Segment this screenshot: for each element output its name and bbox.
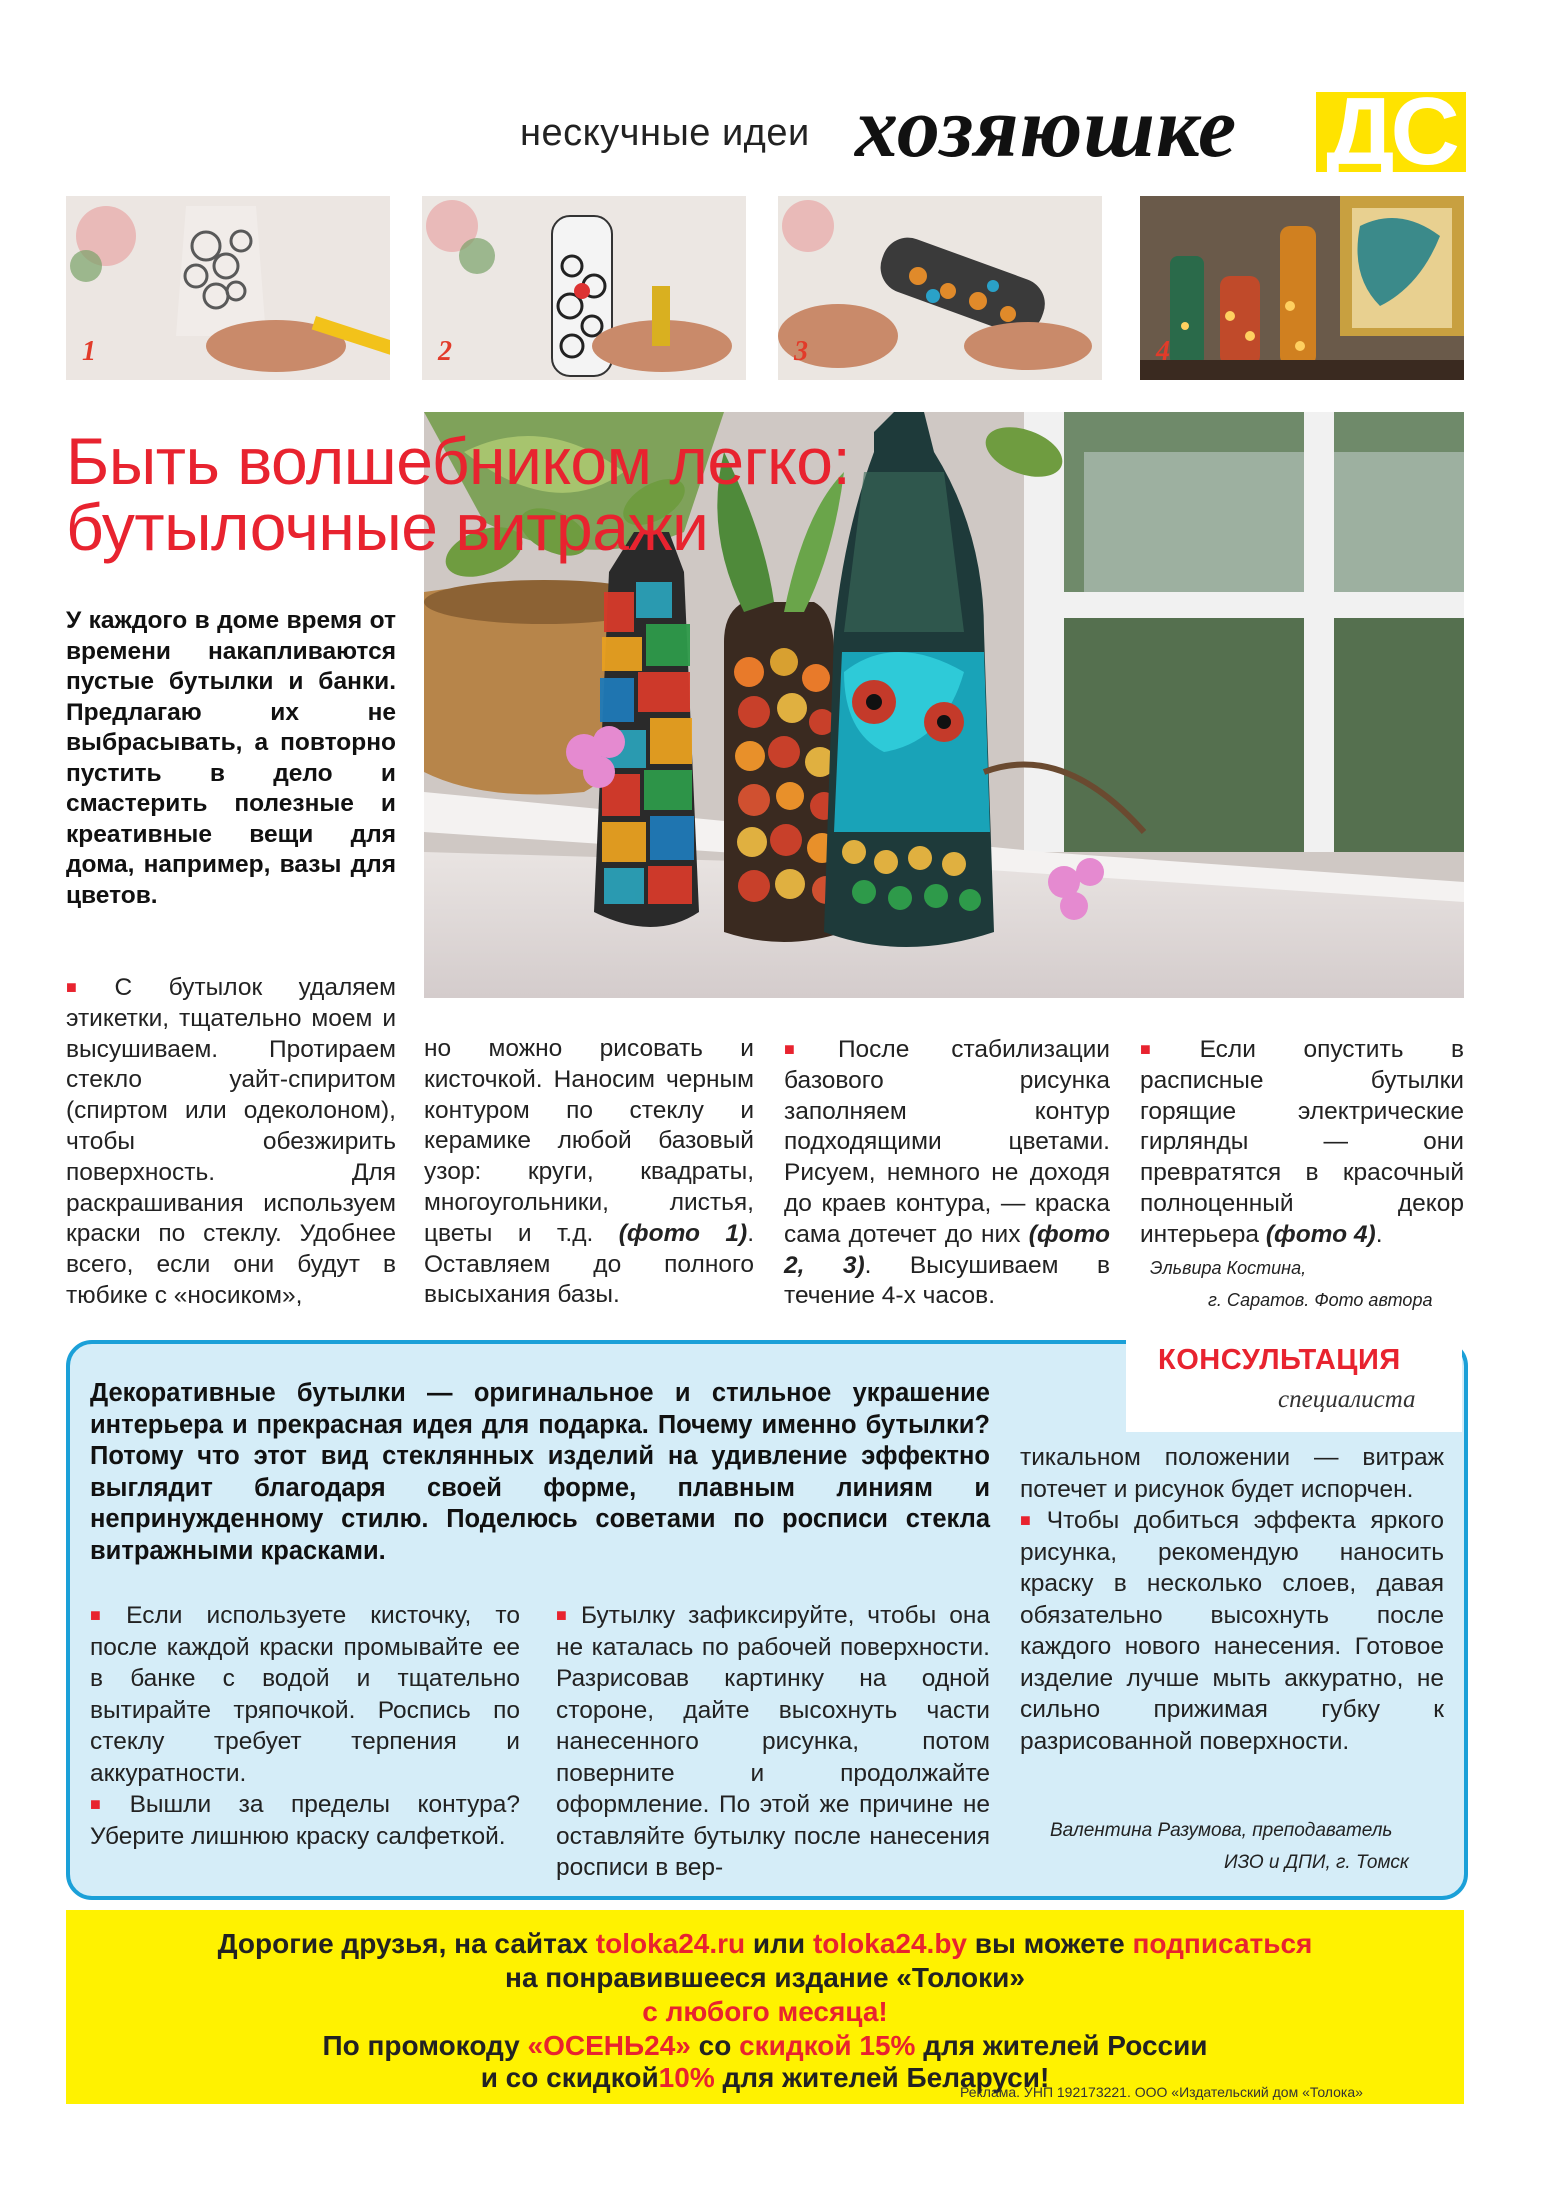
step-photo-1 <box>66 196 390 380</box>
article-author: Эльвира Костина, <box>1150 1258 1307 1278</box>
ad-text: для жителей Беларуси! <box>714 2062 1050 2093</box>
brand-logo-text: ДС <box>1316 92 1466 172</box>
step-photo-4-image <box>1140 196 1464 380</box>
article-column-3 <box>784 1034 1110 1312</box>
subscription-ad <box>66 1910 1464 2104</box>
step-number: 1 <box>82 336 96 367</box>
ad-line-2: на понравившееся издание «Толоки» <box>505 1962 1025 1993</box>
photo-ref: (фото 2, 3) <box>784 1220 1111 1279</box>
consult-lead: Декоративные бутылки — оригинальное и стильное украшение интерьера и прекрасная идея для подарка. Почему именно бутылки? Потому что этот вид стеклянных изделий на удивление эффектно выглядит благодаря своей форме, плавным линиям и непринужденному стилю. Поделюсь советами по росписи стекла витражными красками. <box>90 1379 990 1565</box>
article-column-2-text: но можно рисовать и кисточкой. Наносим черным контуром по стеклу и керамике любой базовый узор: круги, квадраты, многоугольники, листья, цветы и т.д. <box>424 1035 754 1247</box>
ad-text: для жителей России <box>915 2030 1208 2061</box>
consult-column-1-p1: Если используете кисточку, то после каждой краски промывайте ее в банке с водой и тщательно вытирайте тряпочкой. Роспись по стеклу требует терпения и аккуратности. <box>90 1602 520 1787</box>
ad-highlight: скидкой 15% <box>739 2030 916 2061</box>
bullet-icon: ■ <box>1020 1510 1039 1530</box>
ad-line-1 <box>66 1928 1464 1960</box>
bullet-icon: ■ <box>784 1039 830 1059</box>
ad-text: вы можете <box>967 1928 1133 1959</box>
step-photo-3 <box>778 196 1102 380</box>
consult-column-3-p2: Чтобы добиться эффекта яркого рисунка, рекомендую наносить краску в несколько слоев, давая обязательно высохнуть после каждого нового нанесения. Готовое изделие лучше мыть аккуратно, не сильно прижимая губку к разрисованной поверхности. <box>1020 1507 1445 1755</box>
consult-subtitle: специалиста <box>1278 1386 1416 1413</box>
article-title-line2: бутылочные витражи <box>66 490 709 564</box>
rubric-small: нескучные идеи <box>520 112 810 154</box>
bullet-icon: ■ <box>90 1605 119 1625</box>
step-photo-4 <box>1140 196 1464 380</box>
bullet-icon: ■ <box>66 977 107 997</box>
consult-column-3-p1: тикальном положении — витраж потечет и рисунок будет испорчен. <box>1020 1444 1444 1503</box>
ad-highlight: подписаться <box>1132 1928 1313 1959</box>
step-photo-1-image <box>66 196 390 380</box>
ad-text: По промокоду <box>322 2030 528 2061</box>
article-column-2-text-end: . Оставляем до полного высыхания базы. <box>424 1219 754 1309</box>
step-photo-2 <box>422 196 746 380</box>
brand-logo <box>1316 78 1466 185</box>
article-column-3-text: После стабилизации базового рисунка заполняем контур подходящими цветами. Рисуем, немного не доходя до краев контура, — краска сама дотечет до них <box>784 1036 1110 1248</box>
ad-text: Дорогие друзья, на сайтах <box>217 1928 596 1959</box>
ad-text: со <box>690 2030 740 2061</box>
article-column-1-text: С бутылок удаляем этикетки, тщательно моем и высушиваем. Протираем стекло уайт-спиритом (спиртом или одеколоном), чтобы обезжирить поверхность. Для раскрашивания используем краски по стеклу. Удобнее всего, если они будут в тюбике с «носиком», <box>66 974 397 1309</box>
photo-ref: (фото 1) <box>618 1219 748 1247</box>
ad-text: или <box>745 1928 813 1959</box>
bullet-icon: ■ <box>1140 1039 1192 1059</box>
consult-author-place: ИЗО и ДПИ, г. Томск <box>1224 1852 1409 1873</box>
article-column-4-text: Если опустить в расписные бутылки горящие электрические гирлянды — они превратятся в красочный полноценный декор интерьера <box>1140 1036 1465 1248</box>
ad-line-3: с любого месяца! <box>642 1996 888 2027</box>
rubric-title: хозяюшке <box>855 79 1238 175</box>
step-number: 3 <box>794 336 808 367</box>
article-column-2 <box>424 1034 754 1311</box>
article-column-4 <box>1140 1034 1464 1251</box>
step-number: 4 <box>1156 336 1170 367</box>
step-photo-3-image <box>778 196 1102 380</box>
ad-text: и со скидкой <box>480 2062 659 2093</box>
consult-column-2-p1: Бутылку зафиксируйте, чтобы она не каталась по рабочей поверхности. Разрисовав картинку на одной стороне, дайте высохнуть части нанесенного рисунка, потом поверните и продолжайте оформление. По этой же причине не оставляйте бутылку после нанесения росписи в вер- <box>556 1602 990 1881</box>
article-column-1 <box>66 972 396 1312</box>
article-column-4-text-end: . <box>1375 1220 1383 1248</box>
ad-footnote: Реклама. УНП 192173221. ООО «Издательский дом «Толока» <box>960 2084 1363 2100</box>
consult-column-1 <box>90 1600 520 1852</box>
article-lead: У каждого в доме время от времени накапливаются пустые бутылки и банки. Предлагаю их не выбрасывать, а повторно пустить в дело и смастерить полезные и креативные вещи для дома, например, вазы для цветов. <box>66 607 396 909</box>
article-title-line1: Быть волшебником легко: <box>66 424 851 498</box>
consult-column-3 <box>1020 1442 1444 1757</box>
ad-link-ru[interactable]: toloka24.ru <box>595 1928 746 1959</box>
ad-promocode: «ОСЕНЬ24» <box>527 2030 691 2061</box>
consult-column-2 <box>556 1600 990 1884</box>
ad-line-4 <box>66 2030 1464 2062</box>
consult-column-1-p2: Вышли за пределы контура? Уберите лишнюю краску салфеткой. <box>90 1791 521 1850</box>
consult-title: КОНСУЛЬТАЦИЯ <box>1158 1344 1401 1376</box>
photo-ref: (фото 4) <box>1265 1220 1376 1248</box>
ad-link-by[interactable]: toloka24.by <box>812 1928 967 1959</box>
step-photo-2-image <box>422 196 746 380</box>
article-column-3-text-end: . Высушиваем в течение 4-х часов. <box>784 1251 1110 1310</box>
consult-author: Валентина Разумова, преподаватель <box>1050 1820 1393 1841</box>
article-author-place: г. Саратов. Фото автора <box>1208 1290 1433 1310</box>
ad-highlight: 10% <box>658 2062 715 2093</box>
step-number: 2 <box>438 336 452 367</box>
article-title <box>66 424 851 564</box>
bullet-icon: ■ <box>90 1794 122 1814</box>
bullet-icon: ■ <box>556 1605 573 1625</box>
